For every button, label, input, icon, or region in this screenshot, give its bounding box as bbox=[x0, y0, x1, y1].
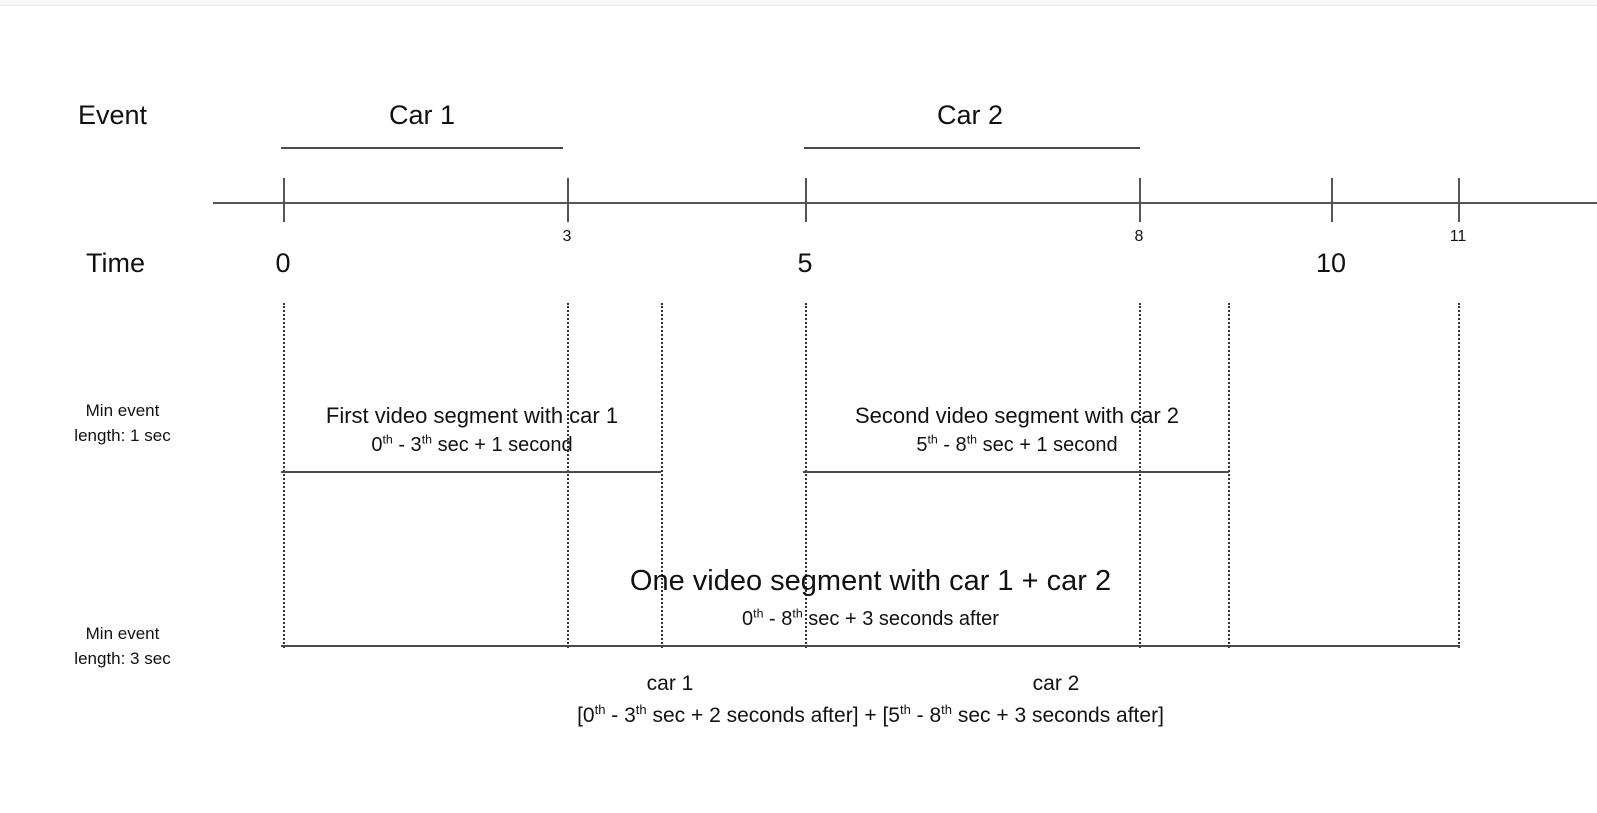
row-label-min-event-3-line1: Min event bbox=[85, 624, 160, 643]
event-underline-car-2 bbox=[804, 147, 1140, 149]
segment-1-title: First video segment with car 1 bbox=[325, 403, 619, 428]
segment-1-underline bbox=[281, 471, 661, 473]
event-label-car-1: Car 1 bbox=[388, 100, 456, 130]
combined-segment-detail: 0th - 8th sec + 3 seconds after bbox=[742, 606, 999, 630]
event-underline-car-1 bbox=[281, 147, 563, 149]
bottom-note-car-1: car 1 bbox=[646, 672, 694, 695]
segment-2-underline bbox=[803, 471, 1229, 473]
tick-number-11: 11 bbox=[1449, 228, 1467, 245]
bottom-note-car-2: car 2 bbox=[1032, 672, 1080, 695]
bottom-note-formula: [0th - 3th sec + 2 seconds after] + [5th - 8th sec + 3 seconds after] bbox=[577, 702, 1164, 727]
tick-0 bbox=[283, 178, 285, 222]
segment-2-title: Second video segment with car 2 bbox=[854, 403, 1180, 428]
row-label-min-event-3-line2: length: 3 sec bbox=[74, 649, 171, 668]
row-label-min-event-1-line1: Min event bbox=[85, 401, 160, 420]
timeline-axis bbox=[213, 202, 1597, 204]
row-label-event: Event bbox=[78, 100, 148, 130]
top-strip bbox=[0, 0, 1597, 6]
tick-3 bbox=[567, 178, 569, 222]
guide-line-11 bbox=[1458, 303, 1460, 648]
tick-5 bbox=[805, 178, 807, 222]
segment-2-detail: 5th - 8th sec + 1 second bbox=[916, 432, 1118, 456]
tick-8 bbox=[1139, 178, 1141, 222]
tick-number-10: 10 bbox=[1315, 248, 1347, 278]
tick-number-8: 8 bbox=[1134, 228, 1144, 245]
tick-number-0: 0 bbox=[275, 248, 291, 278]
row-label-min-event-1-line2: length: 1 sec bbox=[74, 426, 171, 445]
combined-segment-underline bbox=[281, 645, 1460, 647]
tick-number-5: 5 bbox=[797, 248, 813, 278]
row-label-time: Time bbox=[86, 248, 145, 278]
tick-11 bbox=[1458, 178, 1460, 222]
combined-segment-title: One video segment with car 1 + car 2 bbox=[629, 565, 1112, 597]
tick-10 bbox=[1331, 178, 1333, 222]
event-label-car-2: Car 2 bbox=[936, 100, 1004, 130]
tick-number-3: 3 bbox=[562, 228, 572, 245]
segment-1-detail: 0th - 3th sec + 1 second bbox=[371, 432, 573, 456]
